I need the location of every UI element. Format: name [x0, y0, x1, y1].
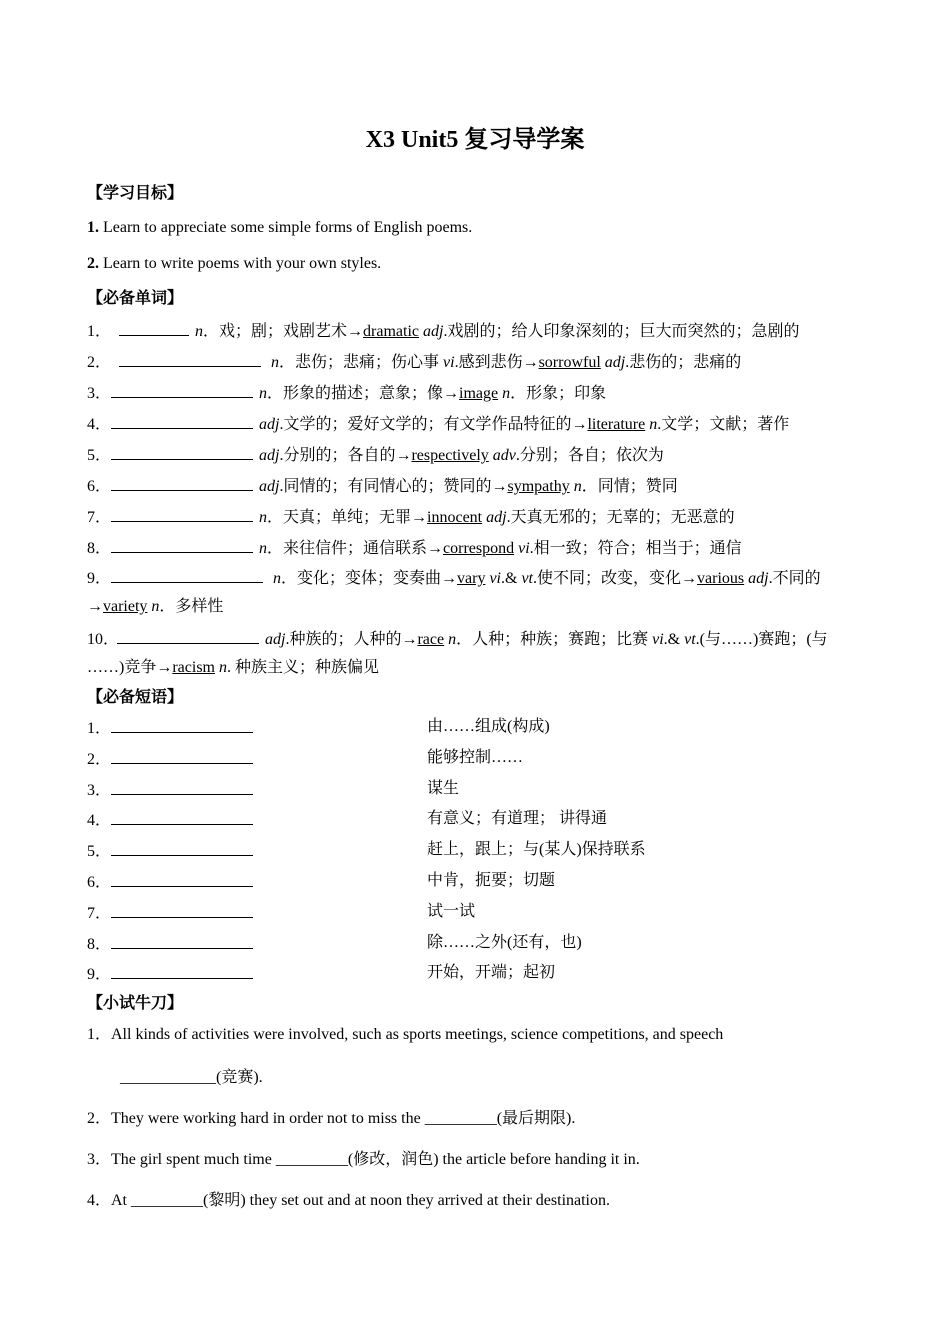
answer-word: correspond	[443, 540, 515, 557]
answer-word: image	[459, 385, 499, 402]
phrase-item	[87, 840, 787, 862]
definition-text: ．变化；变体；变奏曲→	[281, 570, 458, 587]
practice-item	[87, 1191, 610, 1211]
definition-text: n	[195, 323, 203, 340]
definition-text: ．来往信件；通信联系→	[267, 540, 444, 557]
vocab-item	[87, 475, 678, 497]
answer-word: innocent	[427, 509, 483, 526]
definition-text: .文学；文献；著作	[657, 416, 790, 433]
answer-blank[interactable]	[111, 382, 253, 398]
vocab-item	[87, 413, 789, 435]
sentence-text: (最后期限).	[496, 1110, 576, 1127]
definition-text: .&	[501, 570, 522, 587]
answer-word: racism	[172, 659, 215, 676]
definition-text: n	[219, 659, 227, 676]
definition-text: ．戏；剧；戏剧艺术→	[203, 323, 364, 340]
answer-blank[interactable]	[111, 933, 253, 949]
answer-blank[interactable]	[119, 320, 189, 336]
item-num: 5．	[87, 447, 112, 464]
practice-item-cont	[120, 1068, 263, 1088]
answer-word: race	[417, 631, 445, 648]
answer-blank[interactable]	[111, 902, 253, 918]
definition-text: ．形象；印象	[510, 385, 607, 402]
answer-word: sorrowful	[538, 354, 601, 371]
definition-text: adj	[486, 509, 507, 526]
definition-text: adj	[265, 631, 286, 648]
item-num: 7．	[87, 509, 112, 526]
item-num: 5．	[87, 843, 112, 861]
item-num: 7．	[87, 904, 112, 922]
answer-word: respectively	[411, 447, 489, 464]
answer-blank[interactable]	[111, 871, 253, 887]
practice-item	[87, 1109, 575, 1129]
item-num: 4．	[87, 1192, 112, 1209]
answer-blank[interactable]	[117, 628, 259, 644]
definition-text: n	[259, 385, 267, 402]
sentence-text: (黎明) they set out and at noon they arrived at their destination.	[203, 1192, 611, 1209]
definition-text: vt	[521, 570, 533, 587]
definition-text: ．形象的描述；意象；像→	[267, 385, 460, 402]
section-heading-practice: 【小试牛刀】	[87, 995, 184, 1012]
item-num: 2．	[87, 354, 112, 371]
phrase-meaning: 谋生	[427, 779, 460, 797]
answer-blank[interactable]: _________	[424, 1110, 497, 1127]
definition-text: ．悲伤；悲痛；伤心事	[279, 354, 444, 371]
sentence-text: (竞赛).	[216, 1069, 263, 1086]
objective-text: Learn to write poems with your own styles.	[99, 255, 382, 272]
item-num: 6．	[87, 874, 112, 891]
vocab-item	[87, 537, 742, 559]
phrase-item	[87, 933, 787, 955]
item-num: 1．	[87, 720, 112, 737]
phrase-meaning: 试一试	[427, 902, 476, 920]
answer-blank[interactable]	[111, 506, 253, 522]
objective-item	[87, 254, 381, 274]
definition-text: n	[448, 631, 457, 648]
item-num: 2．	[87, 1110, 112, 1127]
definition-text: .戏剧的；给人印象深刻的；巨大而突然的；急剧的	[443, 323, 800, 340]
phrase-meaning: 有意义；有道理； 讲得通	[427, 810, 608, 828]
definition-text: n	[573, 478, 582, 495]
definition-text: ．多样性	[159, 598, 224, 615]
definition-text: n	[259, 509, 267, 526]
answer-blank[interactable]: ____________	[120, 1069, 216, 1086]
definition-text: ．同情；赞同	[581, 478, 678, 495]
answer-word: variety	[103, 598, 148, 615]
objective-item	[87, 218, 472, 238]
definition-text: vi	[652, 631, 664, 648]
phrase-meaning: 赶上，跟上；与(某人)保持联系	[427, 841, 646, 859]
section-heading-phrases: 【必备短语】	[87, 689, 184, 706]
phrase-item	[87, 717, 787, 739]
answer-blank[interactable]	[111, 963, 253, 979]
sentence-text: All kinds of activities were involved, such as sports meetings, science competitions, and speech	[111, 1026, 724, 1043]
phrase-meaning: 能够控制……	[427, 748, 524, 766]
phrase-item	[87, 779, 787, 801]
definition-text: .种族的；人种的→	[285, 631, 418, 648]
phrase-meaning: 中肯，扼要；切题	[427, 872, 556, 889]
item-num: 9．	[87, 966, 112, 984]
answer-blank[interactable]	[111, 567, 263, 583]
definition-text: n	[271, 354, 279, 371]
answer-blank[interactable]	[111, 413, 253, 429]
answer-blank[interactable]	[111, 475, 253, 491]
item-num: 2．	[87, 750, 112, 768]
vocab-item	[87, 351, 741, 373]
definition-text: .同情的；有同情心的；赞同的→	[279, 478, 508, 495]
definition-text: n	[151, 598, 160, 615]
definition-text: vi	[443, 354, 455, 371]
definition-text: .分别的；各自的→	[279, 447, 412, 464]
answer-blank[interactable]: _________	[131, 1192, 203, 1209]
sentence-text: The girl spent much time	[111, 1151, 276, 1168]
answer-blank[interactable]	[111, 840, 253, 856]
vocab-item	[87, 506, 735, 528]
vocab-item	[87, 382, 606, 404]
definition-text: . 种族主义；种族偏见	[227, 659, 380, 676]
definition-text: n	[502, 385, 511, 402]
answer-word: various	[697, 570, 745, 587]
phrase-item	[87, 809, 787, 831]
page-title: X3 Unit5 复习导学案	[365, 127, 585, 153]
section-heading-objectives: 【学习目标】	[87, 185, 184, 202]
definition-text: adv	[492, 447, 516, 464]
answer-blank[interactable]: _________	[275, 1151, 348, 1168]
vocab-item	[87, 320, 799, 342]
phrase-item	[87, 748, 787, 770]
answer-blank[interactable]	[119, 351, 261, 367]
definition-text: n	[259, 540, 267, 557]
answer-blank[interactable]	[111, 748, 253, 764]
vocab-item	[87, 628, 828, 650]
item-num: 3．	[87, 1151, 112, 1168]
phrase-item	[87, 902, 787, 924]
phrase-item	[87, 871, 787, 893]
sentence-text: (修改，润色) the article before handing it in.	[347, 1151, 640, 1168]
item-num: 3．	[87, 781, 112, 799]
definition-text: .文学的；爱好文学的；有文学作品特征的→	[279, 416, 588, 433]
item-num: 4．	[87, 416, 112, 433]
objective-text: Learn to appreciate some simple forms of English poems.	[99, 219, 473, 236]
definition-text: .悲伤的；悲痛的	[625, 354, 742, 371]
objective-num: 2.	[87, 255, 99, 272]
sentence-text: At	[111, 1192, 131, 1209]
item-num: 1．	[87, 323, 112, 340]
definition-text: .相一致；符合；相当于；通信	[529, 540, 742, 557]
sentence-text: They were working hard in order not to miss the	[111, 1110, 425, 1127]
definition-text: .天真无邪的；无辜的；无恶意的	[506, 509, 735, 526]
phrase-meaning: 由……组成(构成)	[427, 718, 550, 735]
vocab-item	[87, 444, 664, 466]
definition-text: .&	[663, 631, 685, 648]
definition-text: ．天真；单纯；无罪→	[267, 509, 428, 526]
section-heading-vocab: 【必备单词】	[87, 290, 184, 307]
phrase-item	[87, 963, 787, 985]
phrase-meaning: 开始，开端；起初	[427, 964, 556, 982]
answer-blank[interactable]	[111, 537, 253, 553]
answer-word: sympathy	[507, 478, 570, 495]
definition-text: n	[649, 416, 658, 433]
definition-text: .(与……)赛跑；(与	[695, 631, 828, 648]
item-num: 10．	[87, 631, 120, 648]
definition-text: adj	[259, 447, 280, 464]
item-num: 6．	[87, 478, 112, 495]
definition-text: vi	[489, 570, 501, 587]
answer-word: vary	[457, 570, 486, 587]
definition-text: .感到悲伤→	[454, 354, 539, 371]
item-num: 8．	[87, 540, 112, 557]
practice-item	[87, 1150, 640, 1170]
vocab-item-cont	[87, 597, 223, 617]
practice-item	[87, 1025, 723, 1045]
definition-text: adj	[748, 570, 769, 587]
phrase-meaning: 除……之外(还有，也)	[427, 933, 582, 951]
definition-text: vt	[684, 631, 696, 648]
definition-text: adj	[422, 323, 444, 340]
answer-blank[interactable]	[111, 809, 253, 825]
item-num: 8．	[87, 935, 112, 953]
definition-text: vi	[518, 540, 530, 557]
definition-text: adj	[604, 354, 626, 371]
definition-text: ．人种；种族；赛跑；比赛	[456, 631, 653, 648]
vocab-item-cont	[87, 658, 379, 678]
definition-text: .不同的	[768, 570, 821, 587]
answer-blank[interactable]	[111, 779, 253, 795]
definition-text: →	[87, 598, 103, 615]
item-num: 1．	[87, 1026, 112, 1043]
answer-word: literature	[587, 416, 646, 433]
definition-text: adj	[259, 478, 280, 495]
answer-word: dramatic	[363, 323, 419, 340]
definition-text: .使不同；改变，变化→	[533, 570, 698, 587]
item-num: 9．	[87, 570, 112, 587]
definition-text: .分别；各自；依次为	[515, 447, 664, 464]
vocab-item	[87, 567, 821, 589]
answer-blank[interactable]	[111, 444, 253, 460]
definition-text: adj	[259, 416, 280, 433]
definition-text: n	[273, 570, 281, 587]
item-num: 4．	[87, 812, 112, 830]
item-num: 3．	[87, 385, 112, 402]
objective-num: 1.	[87, 219, 99, 236]
definition-text: ……)竞争→	[87, 659, 173, 676]
answer-blank[interactable]	[111, 717, 253, 733]
